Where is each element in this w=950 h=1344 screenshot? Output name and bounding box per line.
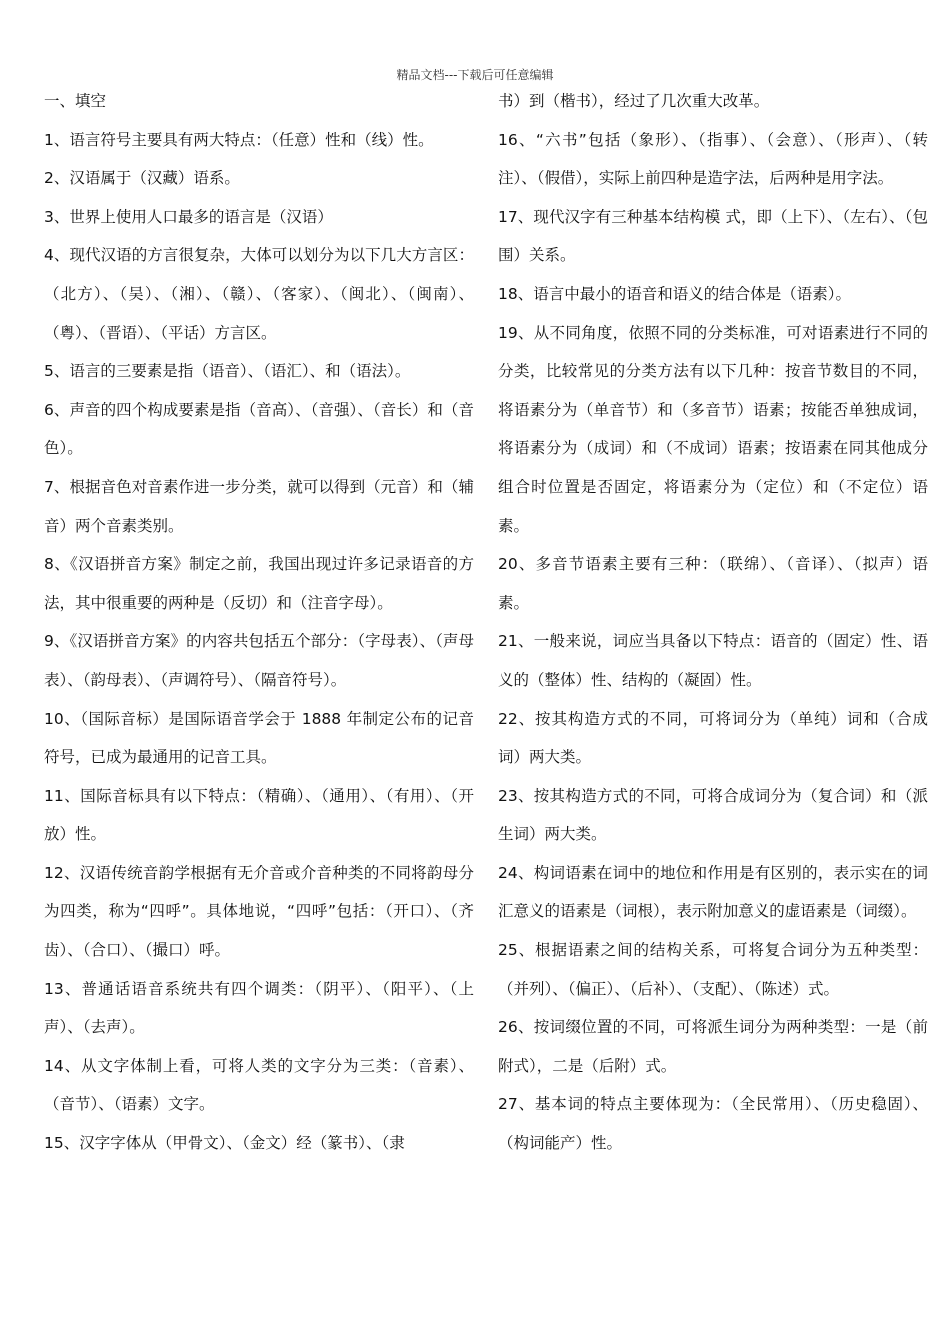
question-2: 2、汉语属于（汉藏）语系。 xyxy=(44,169,240,188)
question-18: 18、语言中最小的语音和语义的结合体是（语素）。 xyxy=(498,284,851,303)
right-column xyxy=(498,82,928,1163)
question-6: 6、声音的四个构成要素是指（音高）、（音强）、（音长）和（音色）。 xyxy=(44,400,474,458)
question-4: 4、现代汉语的方言很复杂，大体可以划分为以下几大方言区：（北方）、（吴）、（湘）、（赣）、（客家）、（闽北）、（闽南）、（粤）、（晋语）、（平话）方言区。 xyxy=(44,246,474,342)
question-23: 23、按其构造方式的不同，可将合成词分为（复合词）和（派生词）两大类。 xyxy=(498,786,928,844)
question-26: 26、按词缀位置的不同，可将派生词分为两种类型：一是（前附式），二是（后附）式。 xyxy=(498,1018,928,1075)
question-21: 21、一般来说，词应当具备以下特点：语音的（固定）性、语义的（整体）性、结构的（凝固）性。 xyxy=(498,632,928,689)
question-15-end: 书）到（楷书），经过了几次重大改革。 xyxy=(498,92,770,110)
question-17: 17、现代汉字有三种基本结构模 式，即（上下）、（左右）、（包围）关系。 xyxy=(498,207,928,265)
question-25: 25、根据语素之间的结构关系，可将复合词分为五种类型：（并列）、（偏正）、（后补）、（支配）、（陈述）式。 xyxy=(498,941,928,998)
question-24: 24、构词语素在词中的地位和作用是有区别的，表示实在的词汇意义的语素是（词根），表示附加意义的虚语素是（词缀）。 xyxy=(498,863,928,921)
question-12: 12、汉语传统音韵学根据有无介音或介音种类的不同将韵母分为四类，称为“四呼”。具体地说，“四呼”包括：（开口）、（齐齿）、（合口）、（撮口）呼。 xyxy=(44,863,474,960)
question-1: 1、语言符号主要具有两大特点：（任意）性和（线）性。 xyxy=(44,130,434,149)
question-15-start: 15、汉字字体从（甲骨文）、（金文）经（篆书）、（隶 xyxy=(44,1134,405,1153)
question-10: 10、（国际音标）是国际语音学会于 1888 年制定公布的记音符号，已成为最通用的记音工具。 xyxy=(44,709,474,767)
question-19: 19、从不同角度，依照不同的分类标准，可对语素进行不同的分类，比较常见的分类方法有以下几种：按音节数目的不同，将语素分为（单音节）和（多音节）语素；按能否单独成词，将语素分为（成词）和（不成词）语素；按语素在同其他成分组合时位置是否固定，将语素分为（定位）和（不定位）语素。 xyxy=(498,323,928,535)
question-13: 13、普通话语音系统共有四个调类：（阴平）、（阳平）、（上声）、（去声）。 xyxy=(44,979,474,1037)
question-14: 14、从文字体制上看，可将人类的文字分为三类：（音素）、（音节）、（语素）文字。 xyxy=(44,1056,474,1114)
section-heading: 一、填空 xyxy=(44,92,107,110)
question-8: 8、《汉语拼音方案》制定之前，我国出现过许多记录语音的方法，其中很重要的两种是（反切）和（注音字母）。 xyxy=(44,555,474,612)
question-9: 9、《汉语拼音方案》的内容共包括五个部分：（字母表）、（声母表）、（韵母表）、（声调符号）、（隔音符号）。 xyxy=(44,632,474,689)
question-16: 16、“六书”包括（象形）、（指事）、（会意）、（形声）、（转注）、（假借），实际上前四种是造字法，后两种是用字法。 xyxy=(498,130,928,188)
question-22: 22、按其构造方式的不同，可将词分为（单纯）词和（合成词）两大类。 xyxy=(498,709,928,767)
question-7: 7、根据音色对音素作进一步分类，就可以得到（元音）和（辅音）两个音素类别。 xyxy=(44,477,474,535)
question-27: 27、基本词的特点主要体现为：（全民常用）、（历史稳固）、（构词能产）性。 xyxy=(498,1095,928,1153)
page-header: 精品文档---下载后可任意编辑 xyxy=(396,68,554,82)
question-20: 20、多音节语素主要有三种：（联绵）、（音译）、（拟声）语素。 xyxy=(498,555,928,612)
question-11: 11、国际音标具有以下特点：（精确）、（通用）、（有用）、（开放）性。 xyxy=(44,786,474,844)
question-3: 3、世界上使用人口最多的语言是（汉语） xyxy=(44,207,333,226)
left-column xyxy=(44,82,474,1163)
question-5: 5、语言的三要素是指（语音）、（语汇）、和（语法）。 xyxy=(44,362,411,381)
